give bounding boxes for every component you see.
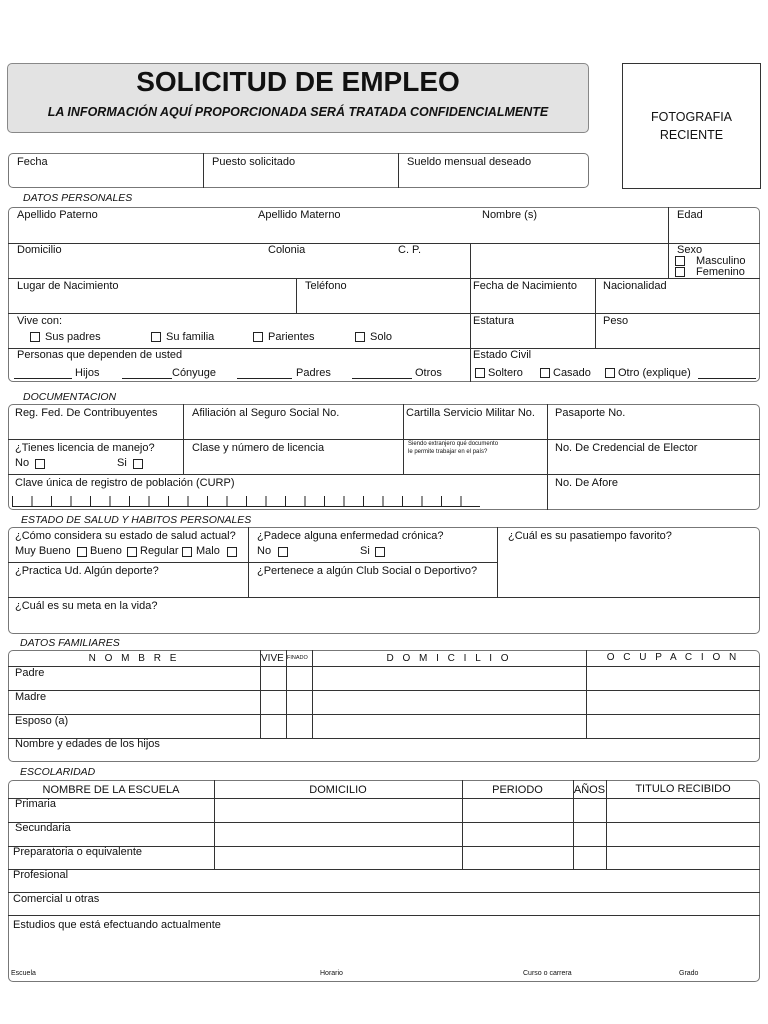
casado-checkbox[interactable] <box>540 368 550 378</box>
lugar-nacimiento-field[interactable]: Lugar de Nacimiento <box>17 280 119 292</box>
puesto-field[interactable]: Puesto solicitado <box>212 156 296 168</box>
esc-row-profesional: Profesional <box>13 869 69 881</box>
otros-blank[interactable] <box>352 378 412 379</box>
section-salud: ESTADO DE SALUD Y HABITOS PERSONALES <box>21 514 252 526</box>
imss-field[interactable]: Afiliación al Seguro Social No. <box>192 407 340 419</box>
muy-bueno-checkbox[interactable] <box>77 547 87 557</box>
cronica-question: ¿Padece alguna enfermedad crónica? <box>257 530 444 542</box>
licencia-si-checkbox[interactable] <box>133 459 143 469</box>
regular-checkbox[interactable] <box>182 547 192 557</box>
clase-licencia-field[interactable]: Clase y número de licencia <box>192 442 325 454</box>
pasaporte-field[interactable]: Pasaporte No. <box>555 407 626 419</box>
esc-row-secundaria: Secundaria <box>15 822 71 834</box>
regular-label: Regular <box>140 545 179 557</box>
section-escolaridad: ESCOLARIDAD <box>20 766 96 778</box>
edad-field[interactable]: Edad <box>677 209 703 221</box>
otro-blank[interactable] <box>698 378 756 379</box>
apellido-materno-field[interactable]: Apellido Materno <box>258 209 341 221</box>
cronica-no-label: No <box>257 545 272 557</box>
esc-col-anos: AÑOS <box>573 784 606 796</box>
muy-bueno-label: Muy Bueno <box>15 545 71 557</box>
cronica-si-label: Si <box>360 545 370 557</box>
solo-label: Solo <box>370 331 393 343</box>
bueno-label: Bueno <box>90 545 122 557</box>
telefono-field[interactable]: Teléfono <box>305 280 347 292</box>
curp-label: Clave única de registro de población (CURP) <box>15 477 235 489</box>
conyuge-label: Cónyuge <box>172 367 217 379</box>
sexo-label: Sexo <box>677 244 703 256</box>
esc-col-titulo: TITULO RECIBIDO <box>635 783 731 795</box>
extranjero-line-2: le permite trabajar en el país? <box>408 449 488 455</box>
fam-col-vive: VIVE <box>261 653 284 664</box>
femenino-label: Femenino <box>696 266 745 278</box>
esc-row-preparatoria: Preparatoria o equivalente <box>13 846 143 858</box>
hijos-label: Hijos <box>75 367 100 379</box>
soltero-checkbox[interactable] <box>475 368 485 378</box>
parientes-checkbox[interactable] <box>253 332 263 342</box>
section-familiares: DATOS FAMILIARES <box>20 637 120 649</box>
fecha-field[interactable]: Fecha <box>17 156 48 168</box>
apellido-paterno-field[interactable]: Apellido Paterno <box>17 209 98 221</box>
cartilla-field[interactable]: Cartilla Servicio Militar No. <box>406 407 535 419</box>
esc-row-primaria: Primaria <box>15 798 56 810</box>
otro-label: Otro (explique) <box>618 367 691 379</box>
nombre-field[interactable]: Nombre (s) <box>482 209 538 221</box>
sus-padres-label: Sus padres <box>45 331 101 343</box>
form-title: SOLICITUD DE EMPLEO <box>136 66 460 97</box>
otro-checkbox[interactable] <box>605 368 615 378</box>
masculino-checkbox[interactable] <box>675 256 685 266</box>
solo-checkbox[interactable] <box>355 332 365 342</box>
fam-hijos-field[interactable]: Nombre y edades de los hijos <box>15 738 160 750</box>
meta-field[interactable]: ¿Cuál es su meta en la vida? <box>15 600 158 612</box>
credencial-field[interactable]: No. De Credencial de Elector <box>555 442 698 454</box>
casado-label: Casado <box>553 367 591 379</box>
photo-label-1: FOTOGRAFIA <box>650 110 733 124</box>
fam-col-finado: FINADO <box>287 655 308 661</box>
fam-row-madre: Madre <box>15 691 47 703</box>
cronica-no-checkbox[interactable] <box>278 547 288 557</box>
section-datos-personales: DATOS PERSONALES <box>23 192 133 204</box>
colonia-field[interactable]: Colonia <box>268 244 306 256</box>
bueno-checkbox[interactable] <box>127 547 137 557</box>
parientes-label: Parientes <box>268 331 315 343</box>
photo-box <box>622 63 761 189</box>
padres-blank[interactable] <box>237 378 292 379</box>
rfc-field[interactable]: Reg. Fed. De Contribuyentes <box>15 407 158 419</box>
fam-col-nombre: N O M B R E <box>88 653 180 664</box>
curp-boxes[interactable] <box>12 496 480 507</box>
afore-field[interactable]: No. De Afore <box>555 477 618 489</box>
extranjero-line-1: Siendo extranjero qué documento <box>408 441 499 447</box>
section-documentacion: DOCUMENTACION <box>23 391 117 403</box>
licencia-no-label: No <box>15 457 30 469</box>
vive-con-label: Vive con: <box>17 315 63 327</box>
licencia-si-label: Si <box>117 457 127 469</box>
esc-curso-label[interactable]: Curso o carrera <box>523 970 572 977</box>
esc-col-periodo: PERIODO <box>492 784 543 796</box>
estado-salud-question: ¿Cómo considera su estado de salud actual? <box>15 530 236 542</box>
conyuge-blank[interactable] <box>122 378 172 379</box>
fam-col-domicilio: D O M I C I L I O <box>386 653 512 664</box>
femenino-checkbox[interactable] <box>675 267 685 277</box>
cronica-si-checkbox[interactable] <box>375 547 385 557</box>
nacionalidad-field[interactable]: Nacionalidad <box>603 280 667 292</box>
club-field[interactable]: ¿Pertenece a algún Club Social o Deportivo? <box>257 565 478 577</box>
esc-horario-label[interactable]: Horario <box>320 970 343 977</box>
hijos-blank[interactable] <box>14 378 72 379</box>
peso-field[interactable]: Peso <box>603 315 629 327</box>
su-familia-label: Su familia <box>166 331 215 343</box>
soltero-label: Soltero <box>488 367 523 379</box>
licencia-question: ¿Tienes licencia de manejo? <box>15 442 155 454</box>
dependen-label: Personas que dependen de usted <box>17 349 183 361</box>
esc-grado-label[interactable]: Grado <box>679 970 699 977</box>
otros-label: Otros <box>415 367 442 379</box>
escolaridad-box <box>8 780 760 982</box>
esc-row-comercial: Comercial u otras <box>13 893 100 905</box>
estado-civil-label: Estado Civil <box>473 349 532 361</box>
esc-col-domicilio: DOMICILIO <box>309 784 367 796</box>
domicilio-field[interactable]: Domicilio <box>17 244 62 256</box>
sueldo-field[interactable]: Sueldo mensual deseado <box>407 156 532 168</box>
sus-padres-checkbox[interactable] <box>30 332 40 342</box>
form-subtitle: LA INFORMACIÓN AQUÍ PROPORCIONADA SERÁ TRATADA CONFIDENCIALMENTE <box>47 105 549 119</box>
su-familia-checkbox[interactable] <box>151 332 161 342</box>
fam-col-ocupacion: O C U P A C I O N <box>606 652 740 663</box>
fam-row-padre: Padre <box>15 667 45 679</box>
esc-col-nombre: NOMBRE DE LA ESCUELA <box>42 784 180 796</box>
salud-box <box>8 527 760 634</box>
esc-actual-label: Estudios que está efectuando actualmente <box>13 919 221 931</box>
licencia-no-checkbox[interactable] <box>35 459 45 469</box>
pasatiempo-field[interactable]: ¿Cuál es su pasatiempo favorito? <box>508 530 672 542</box>
deporte-field[interactable]: ¿Practica Ud. Algún deporte? <box>15 565 159 577</box>
malo-label: Malo <box>196 545 220 557</box>
padres-label: Padres <box>296 367 331 379</box>
fecha-nacimiento-field[interactable]: Fecha de Nacimiento <box>473 280 577 292</box>
photo-label-2: RECIENTE <box>659 128 724 142</box>
malo-checkbox[interactable] <box>227 547 237 557</box>
esc-escuela-label[interactable]: Escuela <box>11 970 36 977</box>
masculino-label: Masculino <box>696 255 746 267</box>
estatura-field[interactable]: Estatura <box>473 315 514 327</box>
fam-row-esposo: Esposo (a) <box>15 715 69 727</box>
cp-field[interactable]: C. P. <box>398 244 422 256</box>
